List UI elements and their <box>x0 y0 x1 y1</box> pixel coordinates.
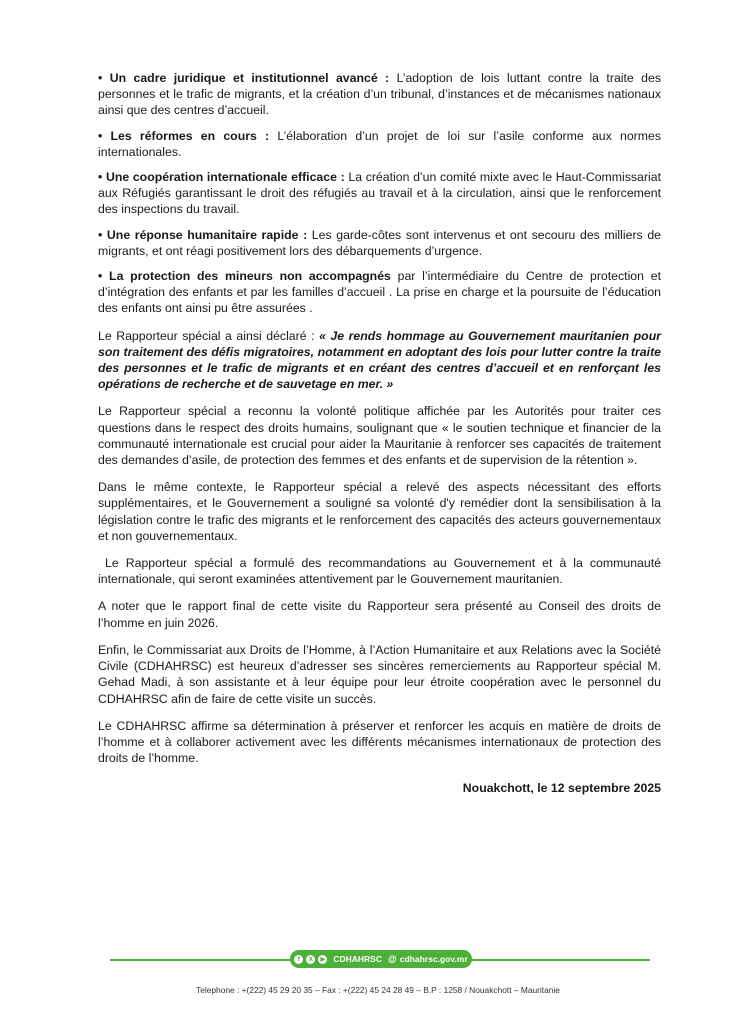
bullet-text: L’élaboration d’un projet de loi sur l’asile conforme aux normes internationales. <box>98 128 661 159</box>
footer-contact: Telephone : +(222) 45 29 20 35 – Fax : +(222) 45 24 28 49 – B.P : 1258 / Nouakchott – Mauritanie <box>196 985 560 995</box>
bullet-humanitarian-response <box>98 227 661 259</box>
bullet-international-cooperation <box>98 169 661 218</box>
bullet-heading: • Les réformes en cours : <box>98 128 270 143</box>
bullet-heading: • Une coopération internationale efficace : <box>98 170 345 185</box>
footer-handle: CDHAHRSC <box>333 954 382 964</box>
footer-badge <box>290 950 472 968</box>
body-paragraph: Le Rapporteur spécial a reconnu la volonté politique affichée par les Autorités pour traiter ces questions dans le respect des droits humains, soulignant que « le soutien technique et financier de la communauté internationale est crucial pour aider la Mauritanie à renforcer ses capacités de traitement des demandes d’asile, de protection des femmes et des enfants et de supervision de la rétention ». <box>98 404 661 468</box>
document-body <box>98 70 665 797</box>
footer-site: cdhahrsc.gov.mr <box>399 954 468 964</box>
bullet-text: L’adoption de lois luttant contre la traite des personnes et le trafic de migrants, et la création d’un tribunal, d’instances et de mécanismes nationaux ainsi que des centres d’accueil. <box>98 71 661 118</box>
bullet-ongoing-reforms <box>98 128 661 160</box>
bullet-minors-protection <box>98 268 661 317</box>
bullet-heading: • La protection des mineurs non accompagnés <box>98 269 391 284</box>
bullet-text: La création d’un comité mixte avec le Haut-Commissariat aux Réfugiés garantissant le droit des réfugiés au travail et à la circulation, ainsi que le renforcement des inspections du travail. <box>98 170 661 217</box>
body-paragraph: Dans le même contexte, le Rapporteur spécial a relevé des aspects nécessitant des efforts supplémentaires, et le Gouvernement a souligné sa volonté d'y remédier dont la sensibilisation à la législation contre le trafic des migrants et le renforcement des capacités des acteurs gouvernementaux et non gouvernementaux. <box>98 480 661 543</box>
bullet-text: Les garde-côtes sont intervenus et ont secouru des milliers de migrants, et ont réagi positivement lors des débarquements d’urgence. <box>98 227 662 258</box>
bullet-heading: • Un cadre juridique et institutionnel avancé : <box>98 71 390 85</box>
bullet-legal-framework <box>98 70 661 119</box>
youtube-icon: ▶ <box>320 955 326 963</box>
quote-intro: Le Rapporteur spécial a ainsi déclaré : <box>98 328 320 343</box>
document-date: Nouakchott, le 12 septembre 2025 <box>462 781 661 796</box>
x-icon: X <box>306 955 315 964</box>
body-paragraph: Le CDHAHRSC affirme sa détermination à préserver et renforcer les acquis en matière de droits de l’homme et à collaborer activement avec les différents mécanismes internationaux de protection des droits de l’homme. <box>98 718 661 766</box>
at-icon: @ <box>387 954 397 964</box>
quote-text: « Je rends hommage au Gouvernement mauritanien pour son traitement des défis migratoires, notamment en adoptant des lois pour lutter contre la traite des personnes et le trafic de migrants et en créant des centres d’accueil et en renforçant les opérations de recherche et de sauvetage en mer. » <box>98 328 661 392</box>
body-paragraph: Le Rapporteur spécial a formulé des recommandations au Gouvernement et à la communauté internationale, qui seront examinées attentivement par le Gouvernement mauritanien. <box>98 556 665 587</box>
rapporteur-quote <box>98 328 661 393</box>
facebook-icon: f <box>294 955 303 964</box>
body-paragraph: A noter que le rapport final de cette visite du Rapporteur sera présenté au Conseil des droits de l’homme en juin 2026. <box>98 599 661 630</box>
body-paragraph: Enfin, le Commissariat aux Droits de l’Homme, à l’Action Humanitaire et aux Relations avec la Société Civile (CDHAHRSC) est heureux d’adresser ses sincères remerciements au Rapporteur spécial M. Gehad Madi, à son assistante et à leur équipe pour leur étroite coopération avec le personnel du CDHAHRSC afin de faire de cette visite un succès. <box>98 642 661 706</box>
bullet-text: par l’intermédiaire du Centre de protection et d’intégration des enfants et par les familles d’accueil . La prise en charge et la poursuite de l’éducation des enfants ont ainsi pu être assurées . <box>98 269 661 316</box>
bullet-heading: • Une réponse humanitaire rapide : <box>98 227 308 242</box>
